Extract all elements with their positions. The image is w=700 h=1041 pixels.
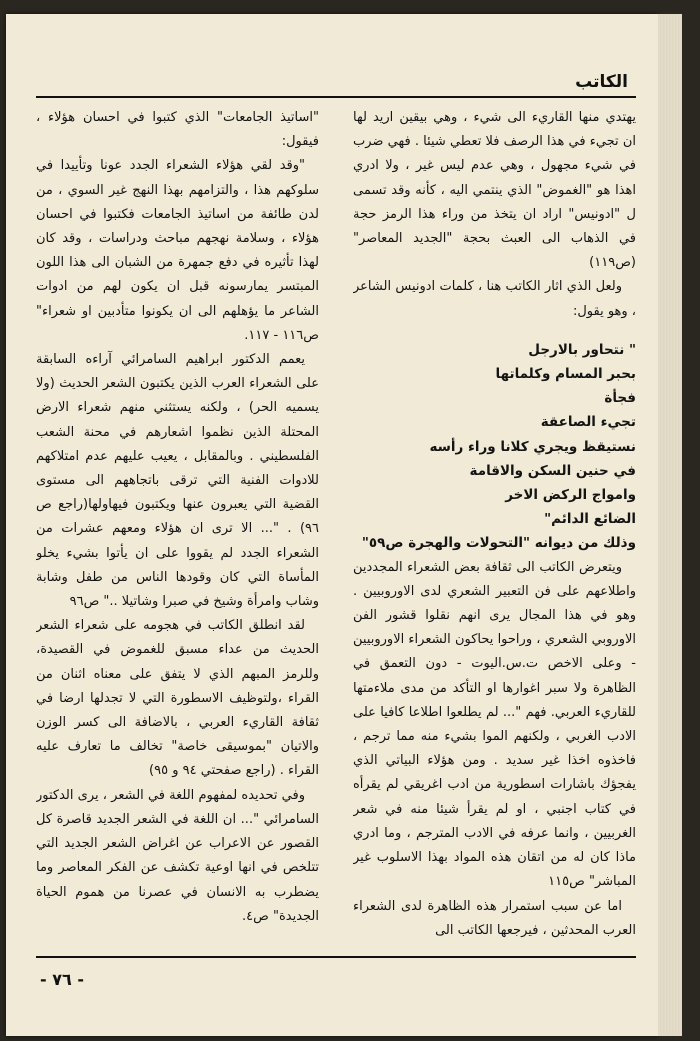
poem-line: تجيء الصاعقة [540,414,636,431]
left-paragraph-5: وفي تحديده لمفهوم اللغة في الشعر ، يرى الدكتور السامرائي "... ان اللغة في الشعر الجديد قاصرة كل القصور عن الاعراب عن اغراض الشعر الجديد التي تتلخص في انها اوعية تكشف عن الفكر المعاصر وما يضطرب به الانسان في عصرنا من هموم الحياة الجديدة" ص٤. [36,787,319,924]
left-column [36,106,319,951]
poem-line: الضائع الدائم" [544,511,636,528]
poem-line: في حنين السكن والاقامة [469,462,636,479]
left-paragraph-3: يعمم الدكتور ابراهيم السامرائي آراءه السابقة على الشعراء العرب الذين يكتبون الشعر الحديث (ولا يسميه الحر) ، ولكنه يستثني منهم شعراء الارض المحتلة الذين نظموا اشعارهم في محنة الشعب الفلسطيني . وبالمقابل ، يعيب عليهم عدم امتلاكهم للادوات الفنية التي ترقى باتجاههم الى مستوى القضية التي يعبرون عنها ويكتبون فيهاولها(راجع ص ٩٦) . "... الا ترى ان هؤلاء ومعهم عشرات من الشعراء الجدد لم يقووا على ان يأتوا بشيء يخلو المأساة التي كان وقودها الناس من طفل وشابة وشاب وامرأة وشيخ في صبرا وشاتيلا .." ص٩٦ [36,352,319,610]
footer-rule [36,956,636,958]
page-edges [658,14,682,1036]
right-paragraph-4: اما عن سبب استمرار هذه الظاهرة لدى الشعراء العرب المحدثين ، فيرجعها الكاتب الى [353,898,636,938]
right-intro-paragraph: يهتدي منها القاريء الى شيء ، وهي بيقين اريد لها ان تجيء في هذا الرصف فلا تعطي شيئا . فهي ضرب في شيء مجهول ، وهي عدم ليس غير ، ولا ادري اهذا هو "الغموض" الذي ينتمي اليه ، كأنه وقد تسمى ل "ادونيس" اراد ان يتخذ من وراء هذا الرمز حجة في الذهاب الى العبث بحجة "الجديد المعاصر" (ص١١٩) [353,110,636,271]
right-column [353,106,636,951]
poem-line: فجأة [604,390,636,407]
book-page [6,14,658,1036]
poem-quote [353,338,636,556]
poem-line: بحبر المسام وكلماتها [495,366,636,383]
left-paragraph-1: "اساتيذ الجامعات" الذي كتبوا في احسان هؤلاء ، فيقول: [36,110,319,150]
running-header: الكاتب [575,72,628,92]
left-paragraph-4: لقد انطلق الكاتب في هجومه على شعراء الشعر الحديث من عداء مسبق للغموض في القصيدة، وللرمز المبهم الذي لا يتفق على معناه اثنان من القراء ،ولتوظيف الاسطورة التي لا تجدلها ارضا في ثقافة القاريء العربي ، بالاضافة الى كسر الوزن والاتيان "بموسيقى خاصة" تخالف ما تعارف عليه القراء . (راجع صفحتي ٩٤ و ٩٥) [36,618,319,779]
poem-line: " نتحاور بالارجل [528,341,636,358]
poem-source: وذلك من ديوانه "التحولات والهجرة ص٥٩" [361,535,636,552]
right-paragraph-3: ويتعرض الكاتب الى ثقافة بعض الشعراء المجددين واطلاعهم على فن التعبير الشعري لدى الاوروبيين . وهو في هذا المجال يرى انهم نقلوا قشور الفن الاوروبي الشعري ، وراحوا يحاكون الشعراء الاوروبيين - وعلى الاخص ت.س.اليوت - دون التعمق في الظاهرة ولا سبر اغوارها او التأكد من مدى ملاءمتها للقاريء العربي. فهم "... لم يطلعوا اطلاعا كافيا على الادب الغربي ، ولكنهم الموا بشيء منه مما ترجم ، فاخذوه اخذا غير سديد . ومن هؤلاء البياتي الذي يفجؤك باشارات اسطورية من ادب اغريقي لم يقرأه في كتاب اجنبي ، او لم يقرأ شيئا منه في شعر الغربيين ، وانما عرفه في الادب المترجم ، وما ادري ماذا كان له من اتقان هذه المواد بهذا الاسلوب غير المباشر" ص١١٥ [353,559,636,890]
page-number: - ٧٦ - [40,970,84,989]
left-paragraph-2: "وقد لقي هؤلاء الشعراء الجدد عونا وتأييدا في سلوكهم هذا ، والتزامهم بهذا النهج غير السوي ، من لدن طائفة من اساتيذ الجامعات فكتبوا في احسان هؤلاء ، وسلامة نهجهم مباحث ودراسات ، وقد كان لهذا تأثيره في دفع جمهرة من الشبان الى هذا اللون المبتسر يمارسونه قبل ان يكون لهم من ادوات الشاعر ما يؤهلهم الى ان يكونوا متأدبين او شعراء" ص١١٦ - ١١٧. [36,158,319,343]
poem-line: وامواج الركض الاخر [505,487,636,504]
poem-line: نستيقظ ويجري كلانا وراء رأسه [429,438,636,455]
right-paragraph-2: ولعل الذي اثار الكاتب هنا ، كلمات ادونيس الشاعر ، وهو يقول: [353,279,636,319]
header-rule [36,96,636,98]
